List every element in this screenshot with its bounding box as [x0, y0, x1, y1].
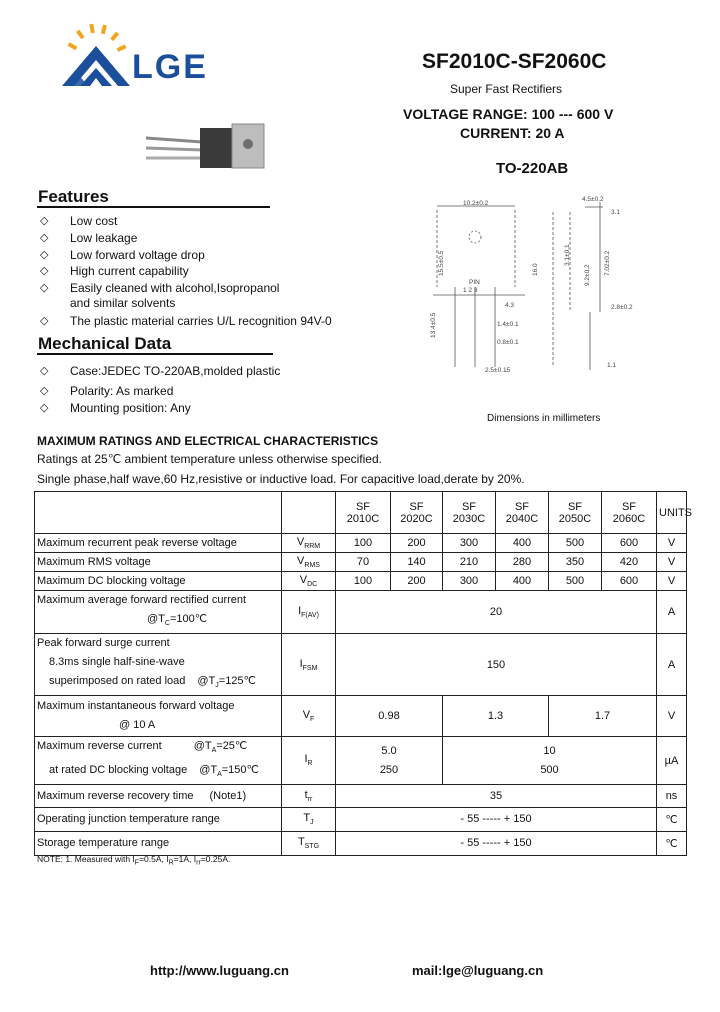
table-cell: 350 [549, 553, 602, 572]
col-header: SF 2060C [602, 492, 657, 534]
header-symbol-blank [282, 492, 336, 534]
row-label: Maximum reverse recovery time (Note1) [35, 784, 282, 807]
table-cell: 5.0 250 [336, 737, 443, 784]
dim-label: 10.2±0.2 [463, 200, 489, 207]
table-cell: 35 [336, 784, 657, 807]
row-symbol: $V_F$ [282, 696, 336, 737]
table-row [35, 534, 687, 553]
table-row [35, 696, 687, 737]
dim-label: 1.1 [607, 362, 617, 369]
dim-label: 2.8±0.2 [611, 304, 633, 311]
row-label: Maximum reverse current $@T_A=25℃$ at rated DC blocking voltage $@T_A=150℃$ [35, 737, 282, 784]
row-label: Peak forward surge current 8.3ms single half-sine-wave superimposed on rated load $@T_J=125℃$ [35, 634, 282, 696]
diamond-icon: ◇ [40, 282, 49, 294]
mechanical-heading: Mechanical Data [38, 334, 172, 353]
table-row [35, 807, 687, 831]
logo-text: LGE [132, 48, 208, 86]
package-name: TO-220AB [496, 160, 569, 177]
table-cell: 150 [336, 634, 657, 696]
diamond-icon: ◇ [40, 215, 49, 227]
dim-label: 2.5±0.15 [485, 367, 511, 374]
component-image [140, 118, 270, 173]
table-cell: 200 [391, 572, 443, 591]
table-cell: 200 [391, 534, 443, 553]
table-cell: 100 [336, 572, 391, 591]
unit-cell: ℃ [657, 807, 687, 831]
table-row [35, 572, 687, 591]
unit-cell: ℃ [657, 831, 687, 855]
diamond-icon: ◇ [40, 365, 49, 377]
table-cell: - 55 ----- + 150 [336, 807, 657, 831]
dimension-drawing [425, 192, 670, 402]
diamond-icon: ◇ [40, 402, 49, 414]
table-footnote: NOTE: 1. Measured with $I_F=0.5A$, $I_R=1A$, $I_{rr}=0.25A$. [37, 854, 231, 867]
table-cell: 600 [602, 572, 657, 591]
footer-mail-link[interactable]: mail:lge@luguang.cn [412, 963, 544, 978]
col-header: SF 2030C [443, 492, 496, 534]
table-cell: 1.7 [549, 696, 657, 737]
ratings-note-1: Ratings at 25℃ ambient temperature unless otherwise specified. [37, 452, 382, 466]
row-symbol: $V_{RRM}$ [282, 534, 336, 553]
table-cell: 280 [496, 553, 549, 572]
unit-cell: V [657, 572, 687, 591]
table-cell: 70 [336, 553, 391, 572]
table-cell: 600 [602, 534, 657, 553]
dim-label: 15.5±0.5 [438, 250, 445, 276]
unit-cell: A [657, 634, 687, 696]
col-header: SF 2010C [336, 492, 391, 534]
ratings-note-2: Single phase,half wave,60 Hz,resistive or inductive load. For capacitive load,derate by 20%. [37, 472, 525, 486]
table-cell: 400 [496, 534, 549, 553]
dim-label: 7.02±0.2 [604, 250, 611, 276]
diamond-icon: ◇ [40, 249, 49, 261]
units-header: UNITS [657, 492, 687, 534]
table-cell: 1.3 [443, 696, 549, 737]
features-rule [37, 206, 270, 208]
table-cell: 140 [391, 553, 443, 572]
table-row [35, 737, 687, 784]
col-header: SF 2050C [549, 492, 602, 534]
row-label: Operating junction temperature range [35, 807, 282, 831]
dim-label: 3.1 [611, 209, 621, 216]
table-row [35, 634, 687, 696]
dim-label: 9.2±0.2 [584, 264, 591, 286]
table-cell: 500 [549, 534, 602, 553]
diamond-icon: ◇ [40, 232, 49, 244]
footer-url-link[interactable]: http://www.luguang.cn [150, 963, 289, 978]
unit-cell: A [657, 591, 687, 634]
dim-label: PIN [469, 279, 480, 286]
dim-label: 16.0 [532, 263, 539, 276]
table-header-row [35, 492, 687, 534]
unit-cell: V [657, 534, 687, 553]
table-cell: 400 [496, 572, 549, 591]
row-symbol: $T_J$ [282, 807, 336, 831]
row-label: Maximum recurrent peak reverse voltage [35, 534, 282, 553]
row-label: Maximum instantaneous forward voltage @ 10 A [35, 696, 282, 737]
company-logo [58, 20, 134, 90]
table-cell: - 55 ----- + 150 [336, 831, 657, 855]
current-rating: CURRENT: 20 A [460, 125, 565, 141]
row-label: Maximum DC blocking voltage [35, 572, 282, 591]
diamond-icon: ◇ [40, 385, 49, 397]
table-row [35, 553, 687, 572]
col-header: SF 2040C [496, 492, 549, 534]
dim-label: 1.4±0.1 [497, 321, 519, 328]
table-row [35, 591, 687, 634]
header-blank [35, 492, 282, 534]
row-symbol: $t_{rr}$ [282, 784, 336, 807]
table-cell: 300 [443, 534, 496, 553]
row-label: Storage temperature range [35, 831, 282, 855]
table-cell: 210 [443, 553, 496, 572]
voltage-range: VOLTAGE RANGE: 100 --- 600 V [403, 106, 614, 122]
col-header: SF 2020C [391, 492, 443, 534]
row-label: Maximum average forward rectified current $@T_C=100℃$ [35, 591, 282, 634]
dim-label: 1 2 3 [463, 287, 478, 294]
ratings-heading: MAXIMUM RATINGS AND ELECTRICAL CHARACTERISTICS [37, 434, 379, 448]
product-subtitle: Super Fast Rectifiers [450, 82, 563, 96]
unit-cell: µA [657, 737, 687, 784]
table-cell: 100 [336, 534, 391, 553]
dim-label: 3.1±0.1 [564, 244, 571, 266]
table-cell: 420 [602, 553, 657, 572]
diamond-icon: ◇ [40, 315, 49, 327]
row-symbol: $I_{F(AV)}$ [282, 591, 336, 634]
dim-label: 4.3 [505, 302, 515, 309]
mechanical-list: ◇ Case:JEDEC TO-220AB,molded plastic ◇ Polarity: As marked ◇ Mounting position: Any [40, 364, 281, 415]
table-row [35, 831, 687, 855]
row-symbol: $T_{STG}$ [282, 831, 336, 855]
table-cell: 0.98 [336, 696, 443, 737]
unit-cell: V [657, 696, 687, 737]
diamond-icon: ◇ [40, 265, 49, 277]
unit-cell: ns [657, 784, 687, 807]
dim-label: 4.5±0.2 [582, 196, 604, 203]
table-cell: 10 500 [443, 737, 657, 784]
dim-label: 13.4±0.5 [430, 312, 437, 338]
row-symbol: $V_{DC}$ [282, 572, 336, 591]
dimensions-caption: Dimensions in millimeters [487, 413, 601, 424]
features-heading: Features [38, 187, 109, 206]
row-label: Maximum RMS voltage [35, 553, 282, 572]
table-cell: 300 [443, 572, 496, 591]
row-symbol: $I_{FSM}$ [282, 634, 336, 696]
mechanical-rule [37, 353, 273, 355]
unit-cell: V [657, 553, 687, 572]
part-number-title: SF2010C-SF2060C [422, 50, 607, 73]
characteristics-table [34, 491, 692, 856]
table-cell: 500 [549, 572, 602, 591]
features-list: ◇ Low cost ◇ Low leakage ◇ Low forward voltage drop ◇ High current capability ◇ Easily cleaned with alcohol,Isopropanol and similar solvents ◇ The plastic material carries U/L recognition 94V-0 [40, 214, 332, 328]
row-symbol: $I_R$ [282, 737, 336, 784]
table-row [35, 784, 687, 807]
row-symbol: $V_{RMS}$ [282, 553, 336, 572]
table-cell: 20 [336, 591, 657, 634]
dim-label: 0.8±0.1 [497, 339, 519, 346]
